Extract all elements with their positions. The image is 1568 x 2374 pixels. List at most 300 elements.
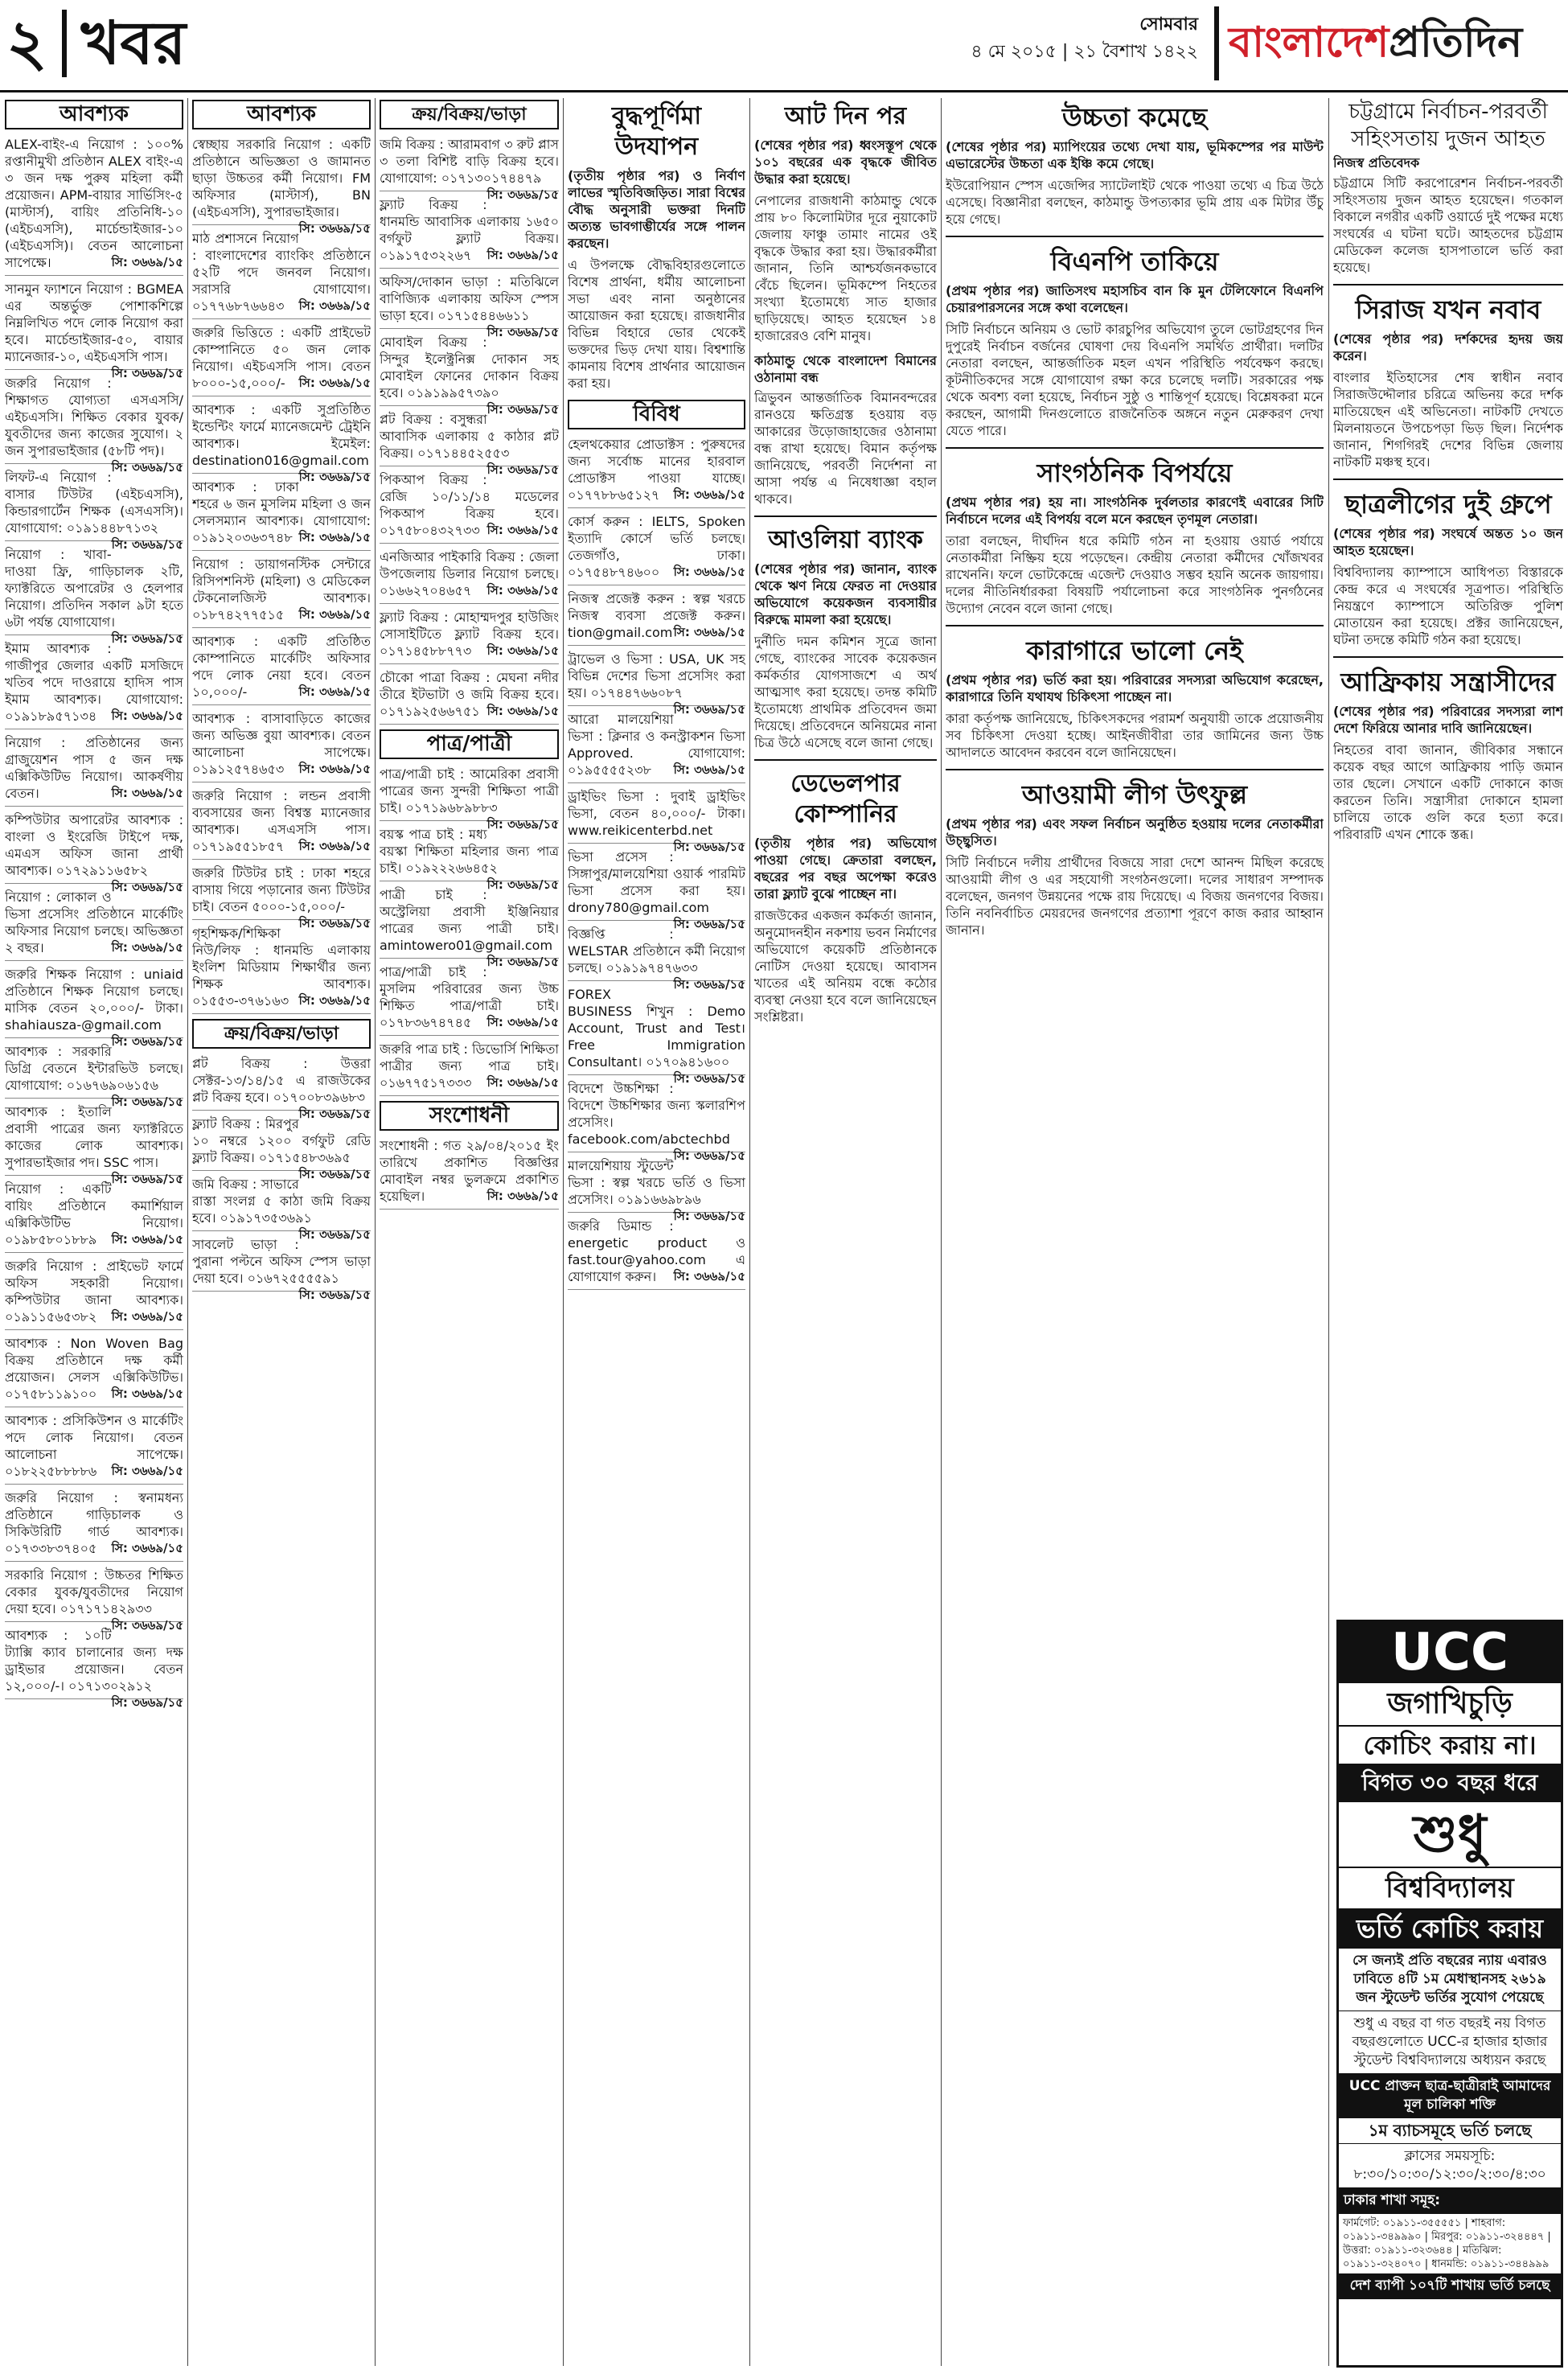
ad-text: নিয়োগ : লোকাল ও ভিসা প্রসেসিং প্রতিষ্ঠানে মার্কেটিং অফিসার নিয়োগ চলছে। অভিজ্ঞতা ২ বছর। (5, 889, 183, 955)
classified-ad (5, 1335, 183, 1407)
classified-ad (5, 1103, 183, 1186)
ad-text: প্লট বিক্রয় : বসুন্ধরা আবাসিক এলাকায় ৫ কাঠার প্লট বিক্রয়। ০১৭১৪৪৫২৫৫৩ (380, 412, 559, 461)
classified-ad (568, 986, 745, 1086)
column-rule (375, 98, 376, 2366)
ad-text: জরুরি নিয়োগ : প্রাইভেট ফার্মে অফিস সহকারী নিয়োগ। কম্পিউটার জানা আবশ্যক। ০১৯১১৫৬৫৩৮২ (5, 1259, 183, 1325)
classified-ad (192, 925, 371, 1014)
classified-ad (380, 963, 559, 1036)
ad-text: আবশ্যক : ইতালি প্রবাসী পাত্রের জন্য ফ্যাক্টরিতে কাজের লোক আবশ্যক। সুপারভাইজার পদ। SSC পাস। (5, 1104, 183, 1170)
classified-ad (192, 401, 371, 484)
ad-text: মোবাইল বিক্রয় : সিন্দুর ইলেক্ট্রনিক্স দোকান সহ মোবাইল ফোনের দোকান বিক্রয় হবে। ০১৯১৯৯৫৭৩৯০ (380, 335, 559, 400)
ad-reference: সি: ৩৬৬৯/১৫ (111, 786, 183, 800)
classified-ad (192, 136, 371, 236)
ad-footer: দেশ ব্যাপী ১০৭টি শাখায় ভর্তি চলছে (1339, 2273, 1561, 2299)
logo-part-1: বাংলাদেশ (1229, 17, 1389, 67)
classified-ad (192, 478, 371, 551)
category-header: ক্রয়/বিক্রয়/ভাড়া (192, 1019, 371, 1049)
ad-reference: সি: ৩৬৬৯/১৫ (111, 1695, 183, 1710)
ad-text: ট্রাভেল ও ভিসা : USA, UK সহ বিভিন্ন দেশের ভিসা প্রসেসিং করা হয়। ০১৭৪৪৭৬৬০৮৭ (568, 651, 745, 700)
classified-ad (192, 1236, 371, 1302)
classified-ad (5, 1043, 183, 1109)
ad-reference: সি: ৩৬৬৯/১৫ (486, 643, 559, 658)
ad-reference: সি: ৩৬৬৯/১৫ (298, 221, 371, 236)
page-number: ২ (6, 6, 47, 80)
ad-text: ALEX-বাইং-এ নিয়োগ : ১০০% রপ্তানীমুখী প্রতিষ্ঠান ALEX বাইং-এ ৩ জন দক্ষ পুরুষ মহিলা কর্মী প্রয়োজন। APM-বায়ার সার্ভিসিং-৫ (মাস্টার্স), বায়িং প্রতিনিধি-১০ (এইচএসসি), মার্চেন্ডাইজার-১০ (এইচএসসি)। বেতন আলোচনা সাপেক্ষে। (5, 137, 183, 270)
classified-ad (192, 1055, 371, 1121)
ad-text: আরো মালয়েশিয়া ভিসা : ক্লিনার ও কনস্ট্রাকশন ভিসা Approved. যোগাযোগ: ০১৯৫৫৫৫২৩৮ (568, 712, 745, 778)
section-title: খবর (80, 9, 187, 78)
category-header: বিবিধ (568, 400, 745, 429)
ad-text: লিফট-এ নিয়োগ : বাসার টিউটর (এইচএসসি), কিন্ডারগার্টেন শিক্ষক (এসএসসি)। যোগাযোগ: ০১৯১৪৪৮৭১৩২ (5, 470, 183, 536)
headline: চট্টগ্রামে নির্বাচন-পরবর্তী সহিংসতায় দুজন আহত (1348, 100, 1548, 151)
story-lead: (তৃতীয় পৃষ্ঠার পর) অভিযোগ পাওয়া গেছে। ক্রেতারা বলছেন, বছরের পর বছর অপেক্ষা করেও তারা ফ্ল্যাট বুঝে পাচ্ছেন না। (754, 836, 937, 902)
classified-ad (380, 548, 559, 604)
ad-text: আবশ্যক : বাসাবাড়িতে কাজের জন্য অভিজ্ঞ বুয়া আবশ্যক। বেতন আলোচনা সাপেক্ষে। ০১৯১২৫৭৪৬৫৩ (192, 711, 371, 777)
ad-text: পিকআপ বিক্রয় : রেজি ১০/১১/১৪ মডেলের পিকআপ বিক্রয় হবে। ০১৭৫৮০৪৩২৭৩৩ (380, 472, 559, 538)
headline: কারাগারে ভালো নেই (1026, 635, 1243, 666)
ad-reference: সি: ৩৬৬৯/১৫ (486, 523, 559, 537)
ad-reference: সি: ৩৬৬৯/১৫ (298, 607, 371, 622)
ad-reference: সি: ৩৬৬৯/১৫ (298, 530, 371, 544)
news-story (946, 245, 1324, 439)
news-story (1333, 666, 1563, 843)
classified-ad (568, 848, 745, 931)
ad-reference: সি: ৩৬৬৯/১৫ (298, 684, 371, 699)
classified-ad (380, 1137, 559, 1210)
ad-text: বিদেশে উচ্চশিক্ষা : বিদেশে উচ্চশিক্ষার জন্য স্কলারশিপ প্রসেসিং। facebook.com/abctechbd (568, 1081, 745, 1147)
classified-ad (5, 469, 183, 552)
ad-text: ১ম ব্যাচসমূহে ভর্তি চলছে (1339, 2118, 1561, 2144)
story-lead: (প্রথম পৃষ্ঠার পর) হয় না। সাংগঠনিক দুর্বলতার কারণেই এবারের সিটি নির্বাচনে দলের এই বিপর্যয় বলে মনে করছেন তৃণমূল নেতারা। (946, 495, 1324, 527)
ad-reference: সি: ৩৬৬৯/১৫ (111, 1034, 183, 1049)
ad-text: কোর্স করুন : IELTS, Spoken ইত্যাদি কোর্সে ভর্তি চলছে। তেজগাঁও, ঢাকা। ০১৭৫৪৮৭৪৬০০ (568, 514, 745, 580)
ad-text: বয়স্ক পাত্র চাই : মধ্য বয়স্কা শিক্ষিতা মহিলার জন্য পাত্র চাই। ০১৯২২২৬৬৪৫২ (380, 827, 559, 876)
ad-reference: সি: ৩৬৬৯/১৫ (298, 916, 371, 930)
category-header: আবশ্যক (192, 100, 371, 129)
ad-reference: সি: ৩৬৬৯/১৫ (111, 880, 183, 894)
ad-reference: সি: ৩৬৬৯/১৫ (111, 1095, 183, 1109)
story-body: ত্রিভুবন আন্তর্জাতিক বিমানবন্দরের রানওয়ে ক্ষতিগ্রস্ত হওয়ায় বড় আকারের উড়োজাহাজের ওঠানামা বন্ধ রাখা হয়েছে। বিমান কর্তৃপক্ষ জানিয়েছে, পরবর্তী নির্দেশনা না আসা পর্যন্ত এ নিষেধাজ্ঞা বহাল থাকবে। (754, 390, 937, 507)
headline: আওলিয়া ব্যাংক (768, 526, 923, 554)
classified-ad (5, 966, 183, 1049)
ad-reference: সি: ৩৬৬৯/১৫ (298, 1107, 371, 1121)
ad-text: মালয়েশিয়ায় স্টুডেন্ট ভিসা : স্বল্প খরচে ভর্তি ও ভিসা প্রসেসিং। ০১৯১৬৬৯৮৯৬ (568, 1158, 745, 1207)
ad-reference: সি: ৩৬৬৯/১৫ (111, 1618, 183, 1633)
classified-ad (380, 273, 559, 339)
ucc-advertisement (1336, 1620, 1563, 2368)
story-body: দুর্নীতি দমন কমিশন সূত্রে জানা গেছে, ব্যাংকের সাবেক কয়েকজন কর্মকর্তার যোগসাজশে এ অর্থ আত্মসাৎ করা হয়েছে। তদন্ত কমিটি ইতোমধ্যে প্রাথমিক প্রতিবেদন জমা দিয়েছে। প্রতিবেদনে অনিয়মের নানা চিত্র উঠে এসেছে বলে জানা গেছে। (754, 634, 937, 750)
story-body: চট্টগ্রামে সিটি করপোরেশন নির্বাচন-পরবর্তী সহিংসতায় দুজন আহত হয়েছেন। গতকাল বিকালে নগরীর একটি ওয়ার্ডে দুই পক্ষের মধ্যে সংঘর্ষের এ ঘটনা ঘটে। আহতদের চট্টগ্রাম মেডিকেল কলেজ হাসপাতালে ভর্তি করা হয়েছে। (1333, 175, 1563, 275)
ad-text: বিজ্ঞপ্তি : WELSTAR প্রতিষ্ঠানে কর্মী নিয়োগ চলছে। ০১৯১৯৭৪৭৬৩৩ (568, 926, 745, 975)
classified-ad (568, 788, 745, 854)
story-divider (754, 759, 937, 761)
news-story (946, 635, 1324, 761)
ad-reference: সি: ৩৬৬৯/১৫ (486, 1189, 559, 1203)
ad-reference: সি: ৩৬৬৯/১৫ (673, 762, 745, 777)
ad-text: জরুরি নিয়োগ : স্বনামধন্য প্রতিষ্ঠানে গাড়িচালক ও সিকিউরিটি গার্ড আবশ্যক। ০১৭৩৩৮৩৭৪০৫ (5, 1490, 183, 1556)
ad-text: জরুরি শিক্ষক নিয়োগ : uniaid প্রতিষ্ঠানে শিক্ষক নিয়োগ চলছে। মাসিক বেতন ২০,০০০/- টাকা। shahiausza-@gmail.com (5, 967, 183, 1033)
ad-reference: সি: ৩৬৬৯/১৫ (298, 1167, 371, 1181)
ad-reference: সি: ৩৬৬৯/১৫ (486, 1075, 559, 1090)
category-header: আবশ্যক (5, 100, 183, 129)
ad-slogan: বিশ্ববিদ্যালয় (1339, 1868, 1561, 1910)
ad-reference: সি: ৩৬৬৯/১৫ (486, 1015, 559, 1029)
ad-reference: সি: ৩৬৬৯/১৫ (673, 487, 745, 502)
ad-list (5, 136, 183, 1710)
classified-column-3 (380, 98, 559, 2368)
story-lead: (শেষের পৃষ্ঠার পর) জানান, ব্যাংক থেকে ঋণ নিয়ে ফেরত না দেওয়ার অভিযোগে কয়েকজন ব্যবসায়ীর বিরুদ্ধে মামলা করা হয়েছে। (754, 561, 937, 627)
ucc-logo: UCC (1339, 1622, 1561, 1683)
column-rule (749, 98, 750, 2366)
classified-ad (380, 411, 559, 477)
headline: আফ্রিকায় সন্ত্রাসীদের (1340, 667, 1556, 697)
classified-ad (192, 230, 371, 319)
story-body: কারা কর্তৃপক্ষ জানিয়েছে, চিকিৎসকদের পরামর্শ অনুযায়ী তাকে প্রয়োজনীয় সব চিকিৎসা দেওয়া হচ্ছে। আইনজীবীরা তার জামিনের জন্য উচ্চ আদালতে আবেদন করবেন বলে জানিয়েছেন। (946, 711, 1324, 760)
headline: সাংগঠনিক বিপর্যয়ে (1036, 458, 1233, 488)
ad-text: জরুরি পাত্র চাই : ডিভোর্সি শিক্ষিতা পাত্রীর জন্য পাত্র চাই। ০১৬৭৭৫১৭৩৩৩ (380, 1041, 559, 1090)
ad-text: মাঠ প্রশাসনে নিয়োগ : বাংলাদেশের ব্যাংকিং প্রতিষ্ঠানে ৫২টি পদে জনবল নিয়োগ। সরাসরি যোগাযোগ। ০১৭৭৬৮৭৬৬৪৩ (192, 231, 371, 314)
classified-ad (380, 136, 559, 202)
ad-list (192, 1055, 371, 1302)
ad-text: সংশোধনী : গত ২৯/০৪/২০১৫ ইং তারিখে প্রকাশিত বিজ্ঞপ্তির মোবাইল নম্বর ভুলক্রমে প্রকাশিত হয়েছিল। (380, 1138, 559, 1204)
ad-reference: সি: ৩৬৬৯/১৫ (673, 565, 745, 579)
ad-reference: সি: ৩৬৬৯/১৫ (486, 955, 559, 969)
column-rule (563, 98, 564, 2366)
news-story (1333, 294, 1563, 470)
ad-reference: সি: ৩৬৬৯/১৫ (111, 940, 183, 955)
ad-reference: সি: ৩৬৬৯/১৫ (486, 704, 559, 718)
ad-text: জমি বিক্রয় : আরামবাগ ৩ রুট প্লাস ৩ তলা বিশিষ্ট বাড়ি বিক্রয় হবে। যোগাযোগ: ০১৭১৩০১৭৪৪৭৯ (380, 137, 559, 186)
category-header: ক্রয়/বিক্রয়/ভাড়া (380, 100, 559, 129)
masthead (0, 0, 1568, 97)
ad-text: আবশ্যক : ১০টি ট্যাক্সি ক্যাব চালানোর জন্য দক্ষ ড্রাইভার প্রয়োজন। বেতন ১২,০০০/-। ০১৭১৩০২৯১২ (5, 1628, 183, 1694)
ad-text: গৃহশিক্ষক/শিক্ষিকা নিউ/লিফ : ধানমন্ডি এলাকায় ইংলিশ মিডিয়াম শিক্ষার্থীর জন্য শিক্ষক আবশ্যক। ০১৫৫৩-৩৭৬১৬৩ (192, 926, 371, 1008)
story-divider (1333, 284, 1563, 285)
story-lead: (শেষের পৃষ্ঠার পর) দর্শকদের হৃদয় জয় করেন। (1333, 331, 1563, 363)
story-lead: (প্রথম পৃষ্ঠার পর) ভর্তি করা হয়। পরিবারের সদস্যরা অভিযোগ করেছেন, কারাগারে তিনি যথাযথ চিকিৎসা পাচ্ছেন না। (946, 672, 1324, 704)
issue-date (820, 11, 1198, 66)
ad-text: ফ্ল্যাট বিক্রয় : ধানমন্ডি আবাসিক এলাকায় ১৬৫০ বর্গফুট ফ্ল্যাট বিক্রয়। ০১৯১৭৫৩২২৬৭ (380, 197, 559, 263)
ad-slogan: শুধু (1339, 1802, 1561, 1868)
classified-ad (380, 826, 559, 892)
story-lead: (প্রথম পৃষ্ঠার পর) জাতিসংঘ মহাসচিব বান কি মুন টেলিফোনে বিএনপি চেয়ারপারসনের সঙ্গে কথা বলেছেন। (946, 283, 1324, 315)
ad-text: স্বেচ্ছায় সরকারি নিয়োগ : একটি প্রতিষ্ঠানে অভিজ্ঞতা ও জামানত ছাড়া উচ্চতর কর্মী নিয়োগ। FM অফিসার (মাস্টার্স), BN (এইচএসসি), সুপারভাইজার। (192, 137, 371, 220)
classified-ad (568, 1218, 745, 1290)
ad-reference: সি: ৩৬৬৯/১৫ (673, 625, 745, 639)
headline: উচ্চতা কমেছে (1061, 102, 1208, 133)
ad-slogan: জগাখিচুড়ি (1339, 1683, 1561, 1727)
story-body: ইউরোপিয়ান স্পেস এজেন্সির স্যাটেলাইট থেকে পাওয়া তথ্যে এ চিত্র উঠে এসেছে। বিজ্ঞানীরা বলছেন, কাঠমান্ডু উপত্যকার ভূমি প্রায় এক মিটার উঁচু হয়ে গেছে। (946, 178, 1324, 227)
ad-text: এনজিআর পাইকারি বিক্রয় : জেলা উপজেলায় ডিলার নিয়োগ চলছে। ০১৬৬২৭০৪৬৫৭ (380, 549, 559, 598)
ad-text: আবশ্যক : একটি সুপ্রতিষ্ঠিত ইন্ডেন্টিং ফার্মে ম্যানেজমেন্ট ট্রেইনি আবশ্যক। ইমেইল: destination016@gmail.com (192, 402, 371, 468)
classified-ad (380, 1041, 559, 1096)
story-body: সিটি নির্বাচনে দলীয় প্রার্থীদের বিজয়ে সারা দেশে আনন্দ মিছিল করেছে আওয়ামী লীগ ও এর সহযোগী সংগঠনগুলো। দলের সাধারণ সম্পাদক বলেছেন, জনগণ উন্নয়নের পক্ষে রায় দিয়েছে। এ বিজয় জনগণের বিজয়। তিনি নবনির্বাচিত মেয়রদের জনগণের প্রত্যাশা পূরণে কাজ করার আহ্বান জানান। (946, 855, 1324, 938)
news-column-5 (754, 98, 937, 2368)
classified-ad (380, 609, 559, 664)
branch-header: ঢাকার শাখা সমূহ: (1339, 2188, 1561, 2214)
ad-reference: সি: ৩৬৬৯/১৫ (111, 460, 183, 474)
ad-reference: সি: ৩৬৬৯/১৫ (111, 366, 183, 380)
ad-reference: সি: ৩৬৬৯/১৫ (673, 1071, 745, 1086)
ad-reference: সি: ৩৬৬৯/১৫ (486, 583, 559, 598)
ad-text: নিয়োগ : খাবা-দাওয়া ফ্রি, গাড়িচালক ২টি, ফ্যাক্টরিতে অপারেটর ও হেলপার নিয়োগ। প্রতিদিন সকাল ৯টা হতে ৬টা পর্যন্ত যোগাযোগ। (5, 547, 183, 630)
category-header: সংশোধনী (380, 1101, 559, 1131)
column-rule (1328, 98, 1329, 2366)
headline: ডেভেলপার কোম্পানির (790, 770, 901, 828)
ad-text: নিয়োগ : ডায়াগনস্টিক সেন্টারে রিসিপশনিস্ট (মহিলা) ও মেডিকেল টেকনোলজিস্ট আবশ্যক। ০১৮৭৪২৭৭৫১৫ (192, 557, 371, 622)
header-rule (0, 90, 1568, 92)
story-divider (946, 447, 1324, 449)
ad-reference: সি: ৩৬৬৯/১৫ (111, 1172, 183, 1186)
ad-reference: সি: ৩৬৬৯/১৫ (486, 248, 559, 262)
story-body: তারা বলছেন, দীর্ঘদিন ধরে কমিটি গঠন না হওয়ায় ওয়ার্ড পর্যায়ে নেতাকর্মীরা নিষ্ক্রিয় হয়ে পড়েছেন। কেন্দ্রীয় নেতারা কর্মীদের খোঁজখবর রাখেননি। ফলে ভোটকেন্দ্রে এজেন্ট দেওয়াও সম্ভব হয়নি অনেক জায়গায়। দলের নীতিনির্ধারকরা বিষয়টি পর্যালোচনা করে সাংগঠনিক পুনর্গঠনের উদ্যোগ নেবেন বলে জানা গেছে। (946, 533, 1324, 616)
story-divider (1333, 656, 1563, 658)
ad-reference: সি: ৩৬৬৯/১৫ (486, 877, 559, 892)
news-column-7 (1333, 98, 1563, 1610)
classified-ad (380, 471, 559, 544)
ad-reference: সি: ৩৬৬৯/১৫ (298, 470, 371, 484)
ad-reference: সি: ৩৬৬৯/১৫ (673, 1269, 745, 1284)
classified-ad (5, 889, 183, 961)
classified-ad (5, 1567, 183, 1633)
news-story (754, 525, 937, 751)
news-story (946, 101, 1324, 228)
story-body: বাংলার ইতিহাসের শেষ স্বাধীন নবাব সিরাজউদ্দৌলার চরিত্রে অভিনয় করে দর্শক মাতিয়েছেন এই অভিনেতা। নাটকটি দেখতে মিলনায়তনে উপচেপড়া ভিড় ছিল। নির্দেশক জানান, শিগগিরই দেশের বিভিন্ন জেলায় নাটকটি মঞ্চস্থ হবে। (1333, 370, 1563, 470)
classified-ad (5, 1627, 183, 1710)
classified-ad (5, 136, 183, 276)
classified-ad (568, 1157, 745, 1223)
newspaper-logo (1229, 8, 1558, 80)
date-line: ৪ মে ২০১৫ | ২১ বৈশাখ ১৪২২ (971, 42, 1198, 62)
ad-slogan: বিগত ৩০ বছর ধরে (1339, 1765, 1561, 1802)
ad-text: আবশ্যক : ঢাকা শহরে ৬ জন মুসলিম মহিলা ও জন সেলসম্যান আবশ্যক। যোগাযোগ: ০১৯১২০৩৬৩৭৪৮ (192, 479, 371, 545)
branch-list: ফার্মগেট: ০১৯১১-৩৫৫৫৫১ | শাহবাগ: ০১৯১১-৩৪৯৯৯০ | মিরপুর: ০১৯১১-৩২৪৪৪৭ | উত্তরা: ০১৯১১-৩২৩৬৪৪ | মতিঝিল: ০১৯১১-৩২৪০৭০ | ধানমন্ডি: ০১৯১১-৩৪৪৯৯৯ (1343, 2217, 1551, 2270)
ad-text: আবশ্যক : সরকারি ডিগ্রি বেতনে ইন্টারভিউ চলছে। যোগাযোগ: ০১৬৭৬৯০৬১৫৬ (5, 1044, 183, 1093)
ad-reference: সি: ৩৬৬৯/১৫ (673, 1209, 745, 1223)
news-story (754, 352, 937, 507)
ad-reference: সি: ৩৬৬৯/১৫ (111, 537, 183, 552)
ad-text: সে জন্যই প্রতি বছরের ন্যায় এবারও ঢাবিতে ৪টি ১ম মেধাস্থানসহ ২৬১৯ জন স্টুডেন্ট ভর্তির সুযোগ পেয়েছে (1339, 1949, 1561, 2011)
story-body: সিটি নির্বাচনে অনিয়ম ও ভোট কারচুপির অভিযোগ তুলে ভোটগ্রহণের দিন দুপুরেই নির্বাচন বর্জনের ঘোষণা দেয় বিএনপি সমর্থিত প্রার্থীরা। দলটির নেতারা বলছেন, আন্তর্জাতিক মহল এখন পরিস্থিতি পর্যবেক্ষণ করছে। কূটনীতিকদের সঙ্গে যোগাযোগ রক্ষা করে চলেছে দলটি। সরকারের পক্ষ থেকে অবশ্য বলা হয়েছে, নির্বাচন সুষ্ঠু ও শান্তিপূর্ণ হয়েছে। বিশ্লেষকরা মনে করছেন, আগামী দিনগুলোতে রাজনৈতিক অঙ্গনে নতুন মেরুকরণ দেখা যেতে পারে। (946, 322, 1324, 438)
story-lead: (শেষের পৃষ্ঠার পর) সংঘর্ষে অন্তত ১০ জন আহত হয়েছেন। (1333, 526, 1563, 558)
ad-text: চৌকো পাত্রা বিক্রয় : মেঘনা নদীর তীরে ইটভাটা ও জমি বিক্রয় হবে। ০১৭১৯২৫৬৬৭৫১ (380, 670, 559, 719)
ad-reference: সি: ৩৬৬৯/১৫ (486, 325, 559, 339)
story-lead: (তৃতীয় পৃষ্ঠার পর) ও নির্বাণ লাভের স্মৃতিবিজড়িত। সারা বিশ্বের বৌদ্ধ অনুসারী ভক্তরা দিনটি অত্যন্ত ভাবগাম্ভীর্যের সঙ্গে পালন করছেন। (568, 168, 745, 251)
ad-reference: সি: ৩৬৬৯/১৫ (298, 839, 371, 853)
ad-reference: সি: ৩৬৬৯/১৫ (111, 1232, 183, 1247)
ad-reference: সি: ৩৬৬৯/১৫ (111, 1386, 183, 1401)
ad-text: সানমুন ফ্যাশনে নিয়োগ : BGMEA এর অন্তর্ভুক্ত পোশাকশিল্পে নিম্নলিখিত পদে লোক নিয়োগ করা হবে। মার্চেন্ডাইজার-৫০, বায়ার ম্যানেজার-১০, এইচএসসি পাস। (5, 281, 183, 364)
ad-text: আবশ্যক : Non Woven Bag বিক্রয় প্রতিষ্ঠানে দক্ষ কর্মী প্রয়োজন। সেলস এক্সিকিউটিভ। ০১৭৫৮১১৯১০০ (5, 1336, 183, 1402)
classified-ad (5, 1181, 183, 1253)
ad-list (380, 1137, 559, 1210)
logo-part-2: প্রতিদিন (1389, 17, 1523, 67)
ad-reference: সি: ৩৬৬৯/১৫ (486, 187, 559, 202)
news-story (946, 778, 1324, 939)
ad-list (380, 766, 559, 1096)
ad-list (380, 136, 559, 725)
ad-text: অফিস/দোকান ভাড়া : মতিঝিলে বাণিজ্যিক এলাকায় অফিস স্পেস ভাড়া হবে। ০১৭১৫৪৪৬৬১১ (380, 274, 559, 323)
ad-text: কম্পিউটার অপারেটর আবশ্যক : বাংলা ও ইংরেজি টাইপে দক্ষ, এমএস অফিস জানা প্রার্থী আবশ্যক। ০১৭২৯১১৬৫৮২ (5, 812, 183, 878)
news-story (754, 101, 937, 344)
headline: বুদ্ধপূর্ণিমা উদযাপন (611, 102, 702, 161)
headline: বিএনপি তাকিয়ে (1050, 246, 1219, 277)
story-lead: (শেষের পৃষ্ঠার পর) ধ্বংসস্তূপ থেকে ১০১ বছরের এক বৃদ্ধকে জীবিত উদ্ধার করা হয়েছে। (754, 138, 937, 187)
ad-reference: সি: ৩৬৬৯/১৫ (111, 255, 183, 269)
ad-text: নিয়োগ : প্রতিষ্ঠানের জন্য গ্রাজুয়েশন পাস ৫ জন দক্ষ এক্সিকিউটিভ নিয়োগ। আকর্ষণীয় বেতন। (5, 735, 183, 801)
classified-ad (568, 513, 745, 585)
ad-reference: সি: ৩৬৬৯/১৫ (673, 702, 745, 717)
classified-ad (5, 281, 183, 380)
ad-reference: সি: ৩৬৬৯/১৫ (298, 762, 371, 776)
classified-ad (5, 640, 183, 729)
classified-ad (5, 734, 183, 807)
classified-ad (192, 556, 371, 628)
ad-slogan: কোচিং করায় না। (1339, 1727, 1561, 1765)
classified-ad (568, 926, 745, 992)
classified-ad (568, 651, 745, 717)
ad-reference: সি: ৩৬৬৯/১৫ (673, 977, 745, 992)
ad-reference: সি: ৩৬৬৯/১৫ (673, 840, 745, 854)
column-rule (187, 98, 188, 2366)
classified-ad (380, 886, 559, 969)
classified-ad (5, 1412, 183, 1485)
ad-text: ইমাম আবশ্যক : গাজীপুর জেলার একটি মসজিদে খতিব পদে দাওরায়ে হাদিস পাস ইমাম আবশ্যক। যোগাযোগ: ০১৯১৮৯৫৭১৩৪ (5, 641, 183, 724)
classified-ad (192, 865, 371, 930)
classified-ad (192, 710, 371, 782)
ad-reference: সি: ৩৬৬৯/১৫ (673, 1148, 745, 1163)
story-lead: (শেষের পৃষ্ঠার পর) পরিবারের সদস্যরা লাশ দেশে ফিরিয়ে আনার দাবি জানিয়েছেন। (1333, 704, 1563, 736)
ad-reference: সি: ৩৬৬৯/১৫ (298, 1227, 371, 1242)
class-schedule: ক্লাসের সময়সূচি: ৮:৩০/১০:৩০/১২:৩০/২:৩০/৪:৩০ (1339, 2144, 1561, 2188)
news-story (1333, 98, 1563, 276)
headline: আট দিন পর (784, 102, 907, 130)
ad-reference: সি: ৩৬৬৯/১৫ (111, 1464, 183, 1478)
story-divider (946, 625, 1324, 626)
story-body: নেপালের রাজধানী কাঠমান্ডু থেকে প্রায় ৮০ কিলোমিটার দূরে নুয়াকোট জেলায় ফাঞ্চু তামাং নামের ওই বৃদ্ধকে উদ্ধার করা হয়। উদ্ধারকর্মীরা জানান, তিনি আশ্চর্যজনকভাবে বেঁচে ছিলেন। ভূমিকম্পে নিহতের সংখ্যা ইতোমধ্যে সাত হাজার ছাড়িয়েছে। আহত হয়েছেন ১৪ হাজারেরও বেশি মানুষ। (754, 193, 937, 343)
ad-text: ড্রাইভিং ভিসা : দুবাই ড্রাইভিং ভিসা, বেতন ৪০,০০০/- টাকা। www.reikicenterbd.net (568, 789, 745, 838)
ad-reference: সি: ৩৬৬৯/১৫ (111, 1309, 183, 1324)
news-story (754, 769, 937, 1025)
story-body: এ উপলক্ষে বৌদ্ধবিহারগুলোতে বিশেষ প্রার্থনা, ধর্মীয় আলোচনা সভা এবং নানা অনুষ্ঠানের আয়োজন করা হয়েছে। রাজধানীর বিভিন্ন বিহারে ভোর থেকেই ভক্তদের ভিড় দেখা যায়। বিশ্বশান্তি কামনায় বিশেষ প্রার্থনার আয়োজন করা হয়। (568, 257, 745, 391)
ad-text: ভিসা প্রসেস : সিঙ্গাপুর/মালয়েশিয়া ওয়ার্ক পারমিট ভিসা প্রসেস করা হয়। drony780@gmail.com (568, 849, 745, 915)
ad-text: পাত্র/পাত্রী চাই : মুসলিম পরিবারের জন্য উচ্চ শিক্ষিত পাত্র/পাত্রী চাই। ০১৭৮৩৬৭৪৭৪৫ (380, 964, 559, 1030)
story-body: বিশ্ববিদ্যালয় ক্যাম্পাসে আধিপত্য বিস্তারকে কেন্দ্র করে এ সংঘর্ষের সূত্রপাত। পরিস্থিতি নিয়ন্ত্রণে ক্যাম্পাসে অতিরিক্ত পুলিশ মোতায়েন করা হয়েছে। প্রক্টর জানিয়েছেন, ঘটনা তদন্তে কমিটি গঠন করা হয়েছে। (1333, 565, 1563, 647)
ad-text: আবশ্যক : প্রসিকিউশন ও মার্কেটিং পদে লোক নিয়োগ। বেতন আলোচনা সাপেক্ষে। ০১৮২২৫৮৮৮৮৬ (5, 1413, 183, 1479)
news-column-6 (946, 98, 1324, 2368)
classified-ad (5, 375, 183, 474)
classified-ad (568, 1080, 745, 1163)
story-lead: (প্রথম পৃষ্ঠার পর) এবং সফল নির্বাচন অনুষ্ঠিত হওয়ায় দলের নেতাকর্মীরা উচ্ছ্বসিত। (946, 816, 1324, 848)
ad-text: ফ্ল্যাট বিক্রয় : মোহাম্মদপুর হাউজিং সোসাইটিতে ফ্ল্যাট বিক্রয় হবে। ০১৭১৪৫৮৮৭৭৩ (380, 610, 559, 659)
ad-text: হেলথকেয়ার প্রোডাক্টস : পুরুষদের জন্য সর্বোচ্চ মানের হারবাল প্রোডাক্টস পাওয়া যাচ্ছে। ০১৭৭৮৮৬৫১২৭ (568, 437, 745, 503)
classified-ad (192, 787, 371, 860)
news-story (1333, 488, 1563, 648)
classified-ad (5, 546, 183, 646)
ad-text: জরুরি নিয়োগ : শিক্ষাগত যোগ্যতা এসএসসি/এইচএসসি। শিক্ষিত বেকার যুবক/যুবতীদের জন্য কাজের সুযোগ। ২ জন সুপারভাইজার (৫৮টি পদ)। (5, 376, 183, 458)
ad-reference: সি: ৩৬৬৯/১৫ (298, 993, 371, 1008)
ad-text: শুধু এ বছর বা গত বছরই নয় বিগত বছরগুলোতে UCC-র হাজার হাজার স্টুডেন্ট বিশ্ববিদ্যালয়ে অধ্যয়ন করছে (1339, 2011, 1561, 2074)
byline: নিজস্ব প্রতিবেদক (1333, 155, 1420, 170)
ad-text: পাত্র/পাত্রী চাই : আমেরিকা প্রবাসী পাত্রের জন্য সুন্দরী শিক্ষিতা পাত্রী চাই। ০১৭১৯৬৮৯৮৮৩ (380, 766, 559, 815)
classified-ad (380, 669, 559, 725)
ad-text: পাত্রী চাই : অস্ট্রেলিয়া প্রবাসী ইঞ্জিনিয়ার পাত্রের জন্য পাত্রী চাই। amintowero01@gmail.com (380, 887, 559, 953)
ad-text: সরকারি নিয়োগ : উচ্চতর শিক্ষিত বেকার যুবক/যুবতীদের নিয়োগ দেয়া হবে। ০১৭১৭১৪২৯৩৩ (5, 1567, 183, 1616)
story-divider (946, 236, 1324, 237)
classified-ad (568, 436, 745, 508)
column-rule (941, 98, 942, 2366)
sub-headline: কাঠমান্ডু থেকে বাংলাদেশ বিমানের ওঠানামা বন্ধ (754, 353, 937, 385)
ad-text: জরুরি ভিত্তিতে : একটি প্রাইভেট কোম্পানিতে ৫০ জন লোক নিয়োগ। এইচএসসি পাস। বেতন ৮০০০-১৫,০০০/- (192, 325, 371, 391)
ad-reference: সি: ৩৬৬৯/১৫ (298, 1288, 371, 1302)
page-header-left (6, 3, 186, 84)
ad-text: সাবলেট ভাড়া : পুরানা পল্টনে অফিস স্পেস ভাড়া দেয়া হবে। ০১৬৭২৫৫৫৫৯১ (192, 1237, 371, 1286)
news-column-4 (568, 98, 745, 2368)
ad-reference: সি: ৩৬৬৯/১৫ (486, 462, 559, 477)
classified-ad (192, 633, 371, 705)
ad-reference: সি: ৩৬৬৯/১৫ (111, 631, 183, 646)
ad-text: আবশ্যক : একটি প্রতিষ্ঠিত কোম্পানিতে মার্কেটিং অফিসার পদে লোক নেয়া হবে। বেতন ১০,০০০/- (192, 634, 371, 700)
headline: আওয়ামী লীগ উৎফুল্ল (1021, 779, 1248, 810)
classified-ad (568, 711, 745, 783)
story-divider (946, 769, 1324, 770)
ad-text: নিজস্ব প্রজেক্ট করুন : স্বল্প খরচে নিজস্ব ব্যবসা প্রজেক্ট করুন। tion@gmail.com (568, 591, 745, 640)
story-divider (1333, 478, 1563, 480)
classified-column-1 (5, 98, 183, 2368)
ad-reference: সি: ৩৬৬৯/১৫ (111, 1541, 183, 1555)
classified-ad (380, 766, 559, 832)
ad-list (568, 436, 745, 1290)
classified-ad (380, 196, 559, 269)
ad-text: জরুরি নিয়োগ : লন্ডন প্রবাসী ব্যবসায়ের জন্য বিশ্বস্ত ম্যানেজার আবশ্যক। এসএসসি পাস। ০১৭১৯৫৫১৮৫৭ (192, 788, 371, 854)
story-divider (754, 515, 937, 517)
classified-ad (5, 1258, 183, 1330)
ad-reference: সি: ৩৬৬৯/১৫ (673, 917, 745, 931)
ad-reference: সি: ৩৬৬৯/১৫ (486, 402, 559, 417)
ad-slogan: ভর্তি কোচিং করায় (1339, 1910, 1561, 1949)
news-story (568, 101, 745, 392)
ad-text: জমি বিক্রয় : সাভারে রাস্তা সংলগ্ন ৫ কাঠা জমি বিক্রয় হবে। ০১৯১৭৩৫৩৬৯১ (192, 1177, 371, 1226)
classified-ad (5, 1489, 183, 1562)
header-divider-right (1214, 6, 1219, 80)
ad-text: প্লট বিক্রয় : উত্তরা সেক্টর-১৩/১৪/১৫ এ রাজউকের প্লট বিক্রয় হবে। ০১৭০০৮৩৯৬৮৩ (192, 1056, 371, 1105)
ad-text: জরুরি ডিমান্ড : energetic product ও fast.tour@yahoo.com এ যোগাযোগ করুন। (568, 1218, 745, 1284)
classified-ad (568, 590, 745, 646)
classified-ad (192, 1176, 371, 1242)
classified-ad (380, 334, 559, 417)
ad-text: ফ্ল্যাট বিক্রয় : মিরপুর ১০ নম্বরে ১২০০ বর্গফুট রেডি ফ্ল্যাট বিক্রয়। ০১৭১৫৪৮৩৬৯৫ (192, 1116, 371, 1165)
story-body: নিহতের বাবা জানান, জীবিকার সন্ধানে কয়েক বছর আগে আফ্রিকায় পাড়ি জমান তার ছেলে। সেখানে একটি দোকানে কাজ করতেন তিনি। সন্ত্রাসীরা দোকানে হামলা চালিয়ে তাকে গুলি করে হত্যা করে। পরিবারটি এখন শোকে স্তব্ধ। (1333, 742, 1563, 842)
news-story (946, 457, 1324, 617)
header-divider (62, 10, 67, 77)
ad-reference: সি: ৩৬৬৯/১৫ (298, 298, 371, 313)
story-body: রাজউকের একজন কর্মকর্তা জানান, অনুমোদনহীন নকশায় ভবন নির্মাণের অভিযোগে কয়েকটি প্রতিষ্ঠানকে নোটিস দেওয়া হয়েছে। আবাসন খাতের এই অনিয়ম বন্ধে কঠোর ব্যবস্থা নেওয়া হবে বলে জানিয়েছেন সংশ্লিষ্টরা। (754, 908, 937, 1025)
ad-text: নিয়োগ : একটি বায়িং প্রতিষ্ঠানে কমার্শিয়াল এক্সিকিউটিভ নিয়োগ। ০১৯৮৫৮০১৮৮৯ (5, 1181, 183, 1247)
ad-reference: সি: ৩৬৬৯/১৫ (111, 709, 183, 723)
ad-text: UCC প্রাক্তন ছাত্র-ছাত্রীরাই আমাদের মূল চালিকা শক্তি (1339, 2074, 1561, 2118)
ad-list (192, 136, 371, 1014)
weekday: সোমবার (1139, 14, 1198, 35)
story-lead: (শেষের পৃষ্ঠার পর) ম্যাপিংয়ের তথ্যে দেখা যায়, ভূমিকম্পের পর মাউন্ট এভারেস্টের উচ্চতা এক ইঞ্চি কমে গেছে। (946, 139, 1324, 171)
classified-ad (192, 1115, 371, 1181)
category-header: পাত্র/পাত্রী (380, 729, 559, 759)
classified-ad (5, 811, 183, 894)
ad-reference: সি: ৩৬৬৯/১৫ (298, 376, 371, 390)
headline: ছাত্রলীগের দুই গ্রুপে (1344, 489, 1552, 520)
ad-text: জরুরি টিউটর চাই : ঢাকা শহরে বাসায় গিয়ে পড়ানোর জন্য টিউটর চাই। বেতন ৫০০০-১৫,০০০/- (192, 865, 371, 914)
classified-column-2 (192, 98, 371, 2368)
headline: সিরাজ যখন নবাব (1355, 294, 1541, 325)
